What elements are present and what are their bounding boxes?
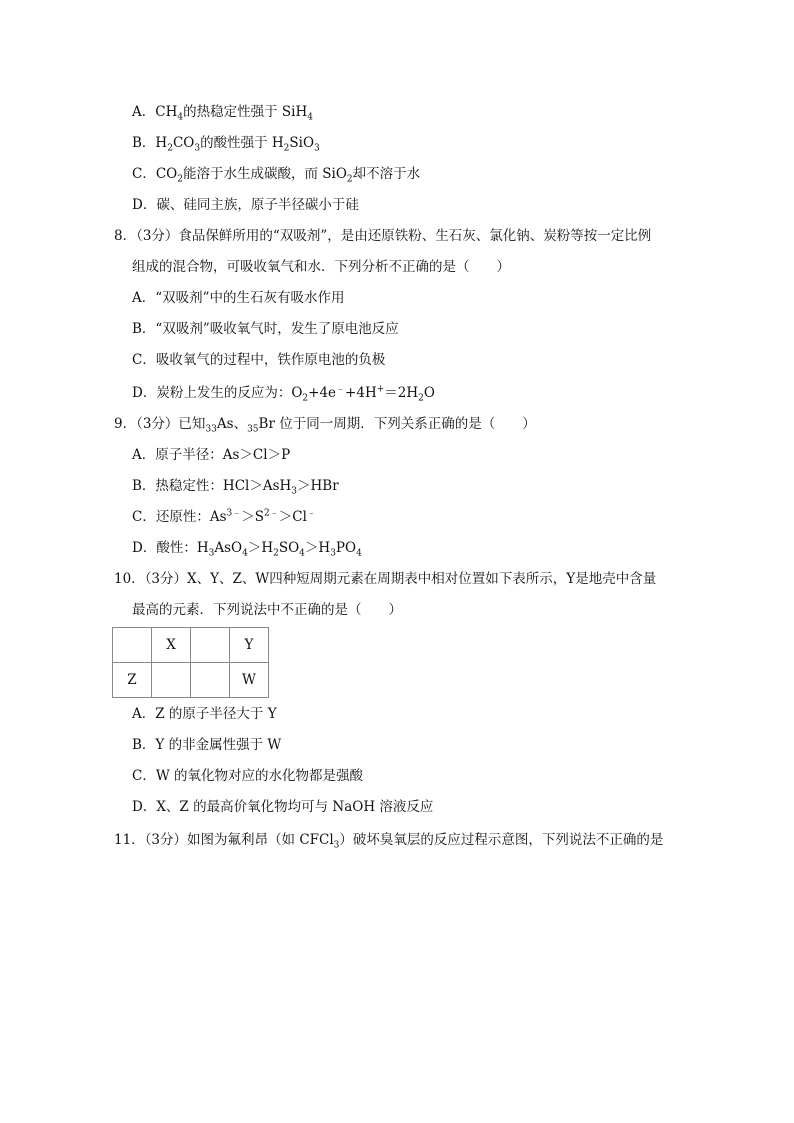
q7-option-a [132, 102, 313, 122]
q10-option-a: A．Z 的原子半径大于 Y [132, 706, 277, 722]
text: （3分）如图为氟利昂（如 CFCl [144, 832, 334, 848]
question-number: 11． [114, 832, 145, 848]
question-number: 10． [114, 571, 145, 587]
subscript: 3 [333, 840, 340, 851]
text: 的酸性强于 H [200, 135, 284, 151]
text: ＞S [241, 509, 264, 525]
table-cell [191, 663, 230, 698]
superscript: + [376, 384, 385, 395]
table-cell [113, 628, 152, 663]
text: +4H [345, 385, 377, 401]
text: ＞H [247, 540, 274, 556]
q10-option-c: C．W 的氧化物对应的水化物都是强酸 [132, 768, 363, 784]
table-row [113, 628, 269, 663]
periodic-table-fragment [112, 627, 269, 698]
table-cell: Y [230, 628, 269, 663]
subscript: 3 [314, 143, 320, 154]
subscript: 4 [242, 548, 248, 559]
subscript: 2 [283, 143, 290, 154]
q8-stem-line2: 组成的混合物，可吸收氧气和水．下列分析不正确的是（ ） [132, 259, 510, 275]
text: As、 [216, 416, 248, 432]
table-cell: Z [113, 663, 152, 698]
text: A．CH [132, 104, 178, 120]
text: SO [278, 540, 300, 556]
subscript: 2 [346, 174, 353, 185]
subscript: 3 [194, 143, 201, 154]
text: C．还原性：As [132, 509, 227, 525]
text: B．H [132, 135, 168, 151]
text: D．炭粉上发生的反应为：O [132, 385, 303, 401]
q7-option-d: D．碳、硅同主族，原子半径碳小于硅 [132, 197, 359, 213]
q10-option-d: D．X、Z 的最高价氧化物均可与 NaOH 溶液反应 [132, 799, 434, 815]
q10-stem-line2: 最高的元素．下列说法中不正确的是（ ） [132, 602, 402, 618]
subscript: 3 [208, 548, 215, 559]
table-cell: X [152, 628, 191, 663]
text: ＞HBr [297, 478, 339, 494]
text: （3分）X、Y、Z、W四种短周期元素在周期表中相对位置如下表所示，Y是地壳中含量 [144, 571, 657, 587]
subscript: 4 [356, 548, 362, 559]
superscript: ﹣ [336, 384, 346, 395]
superscript: 2﹣ [264, 508, 279, 519]
q7-option-b [132, 133, 320, 153]
subscript: 4 [307, 112, 313, 123]
text: D．酸性：H [132, 540, 209, 556]
subscript: 2 [418, 393, 424, 404]
q10-option-b: B．Y 的非金属性强于 W [132, 737, 282, 753]
subscript: 4 [299, 548, 305, 559]
text: 能溶于水生成碳酸，而 SiO [182, 166, 347, 182]
text: AsO [214, 540, 243, 556]
q7-option-c [132, 164, 420, 184]
text: PO [335, 540, 357, 556]
table-cell [152, 663, 191, 698]
subscript: 2 [302, 393, 309, 404]
table-cell: W [230, 663, 269, 698]
q11-stem [114, 830, 663, 850]
text: B．热稳定性：HCl＞AsH [132, 478, 292, 494]
q10-stem-line1 [114, 569, 656, 589]
question-number: 8． [114, 228, 137, 244]
subscript: 35 [247, 424, 259, 435]
text: 的热稳定性强于 SiH [183, 104, 308, 120]
text: ＞Cl [278, 509, 307, 525]
question-number: 9． [114, 416, 137, 432]
text: （3分）已知 [136, 416, 206, 432]
text: ＞H [304, 540, 331, 556]
q8-option-b: B．“双吸剂”吸收氧气时，发生了原电池反应 [132, 321, 399, 337]
q8-stem-line1 [114, 226, 651, 246]
subscript: 3 [330, 548, 336, 559]
q8-option-c: C．吸收氧气的过程中，铁作原电池的负极 [132, 352, 386, 368]
text: O [423, 385, 435, 401]
text: ）破坏臭氧层的反应过程示意图，下列说法不正确的是 [339, 832, 664, 848]
text: C．CO [132, 166, 178, 182]
q9-option-b [132, 476, 339, 496]
subscript: 2 [273, 548, 279, 559]
q9-option-a: A．原子半径：As＞Cl＞P [132, 447, 291, 463]
superscript: 3﹣ [226, 508, 242, 519]
text: SiO [289, 135, 315, 151]
table-row [113, 663, 269, 698]
text: （3分）食品保鲜所用的“双吸剂”，是由还原铁粉、生石灰、氯化钠、炭粉等按一定比例 [136, 228, 652, 244]
subscript: 33 [205, 424, 217, 435]
superscript: ﹣ [306, 508, 316, 519]
text: +4e [308, 385, 337, 401]
subscript: 4 [177, 112, 184, 123]
q9-option-d [132, 538, 362, 558]
subscript: 2 [167, 143, 173, 154]
q8-option-d [132, 383, 435, 403]
q9-stem [114, 414, 536, 434]
subscript: 3 [291, 486, 298, 497]
q9-option-c [132, 507, 316, 527]
table-cell [191, 628, 230, 663]
q8-option-a: A．“双吸剂”中的生石灰有吸水作用 [132, 290, 345, 306]
text: ＝2H [384, 385, 419, 401]
text: CO [172, 135, 195, 151]
text: 却不溶于水 [352, 166, 421, 182]
subscript: 2 [177, 174, 183, 185]
text: Br 位于同一周期．下列关系正确的是（ ） [258, 416, 536, 432]
